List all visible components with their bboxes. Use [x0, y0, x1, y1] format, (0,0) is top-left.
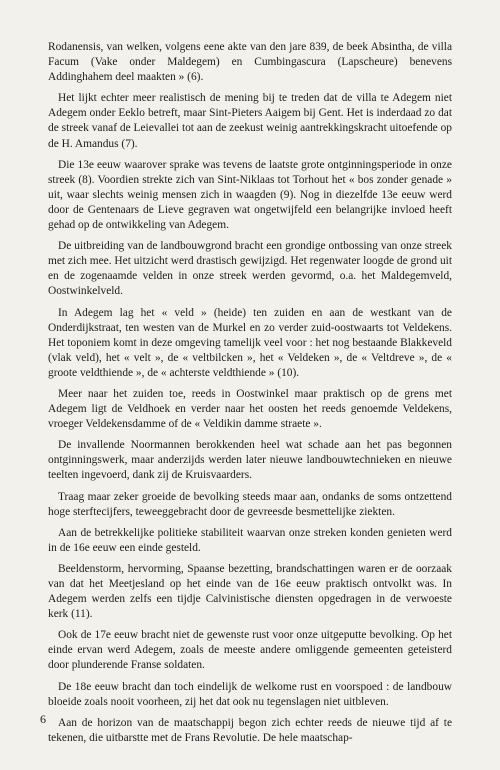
paragraph-10: Beeldenstorm, hervorming, Spaanse bezetting, brandschattingen waren er de oorzaak van dat het Meetjesland op het einde van de 16e eeuw praktisch ontvolkt was. In Adegem werden zelfs een tijdje Calvinistische diensten opgedragen in de verwoeste kerk (11).: [48, 562, 452, 621]
paragraph-7: De invallende Noormannen berokkenden heel wat schade aan het pas begonnen ontginningswerk, maar anderzijds werden later nieuwe landbouwtechnieken en nieuwe teelten ingevoerd, dank zij de Kruisvaarders.: [48, 439, 452, 482]
paragraph-12: De 18e eeuw bracht dan toch eindelijk de welkome rust en voorspoed : de landbouw bloeide zoals nooit voorheen, zij het dat ook nu tegenslagen niet uitbleven.: [48, 680, 452, 708]
paragraph-3: Die 13e eeuw waarover sprake was tevens de laatste grote ontginningsperiode in onze streek (8). Voordien strekte zich van Sint-Niklaas tot Torhout het « bos zonder genade » uit, waar slechts weinig mensen zich in waagden (9). Nog in diezelfde 13e eeuw werd door de Gentenaars de Lieve gegraven wat ongetwijfeld een belangrijke invloed heeft gehad op de ontwikkeling van Adegem.: [48, 158, 452, 232]
page-number: 6: [40, 712, 46, 726]
paragraph-8: Traag maar zeker groeide de bevolking steeds maar aan, ondanks de soms ontzettend hoge sterftecijfers, teweeggebracht door de gevreesde besmettelijke ziekten.: [48, 490, 452, 518]
paragraph-13: Aan de horizon van de maatschappij begon zich echter reeds de nieuwe tijd af te tekenen, die uitbarstte met de Frans Revolutie. De hele maatschap-: [48, 716, 452, 744]
paragraph-11: Ook de 17e eeuw bracht niet de gewenste rust voor onze uitgeputte bevolking. Op het einde ervan werd Adegem, zoals de meeste andere omliggende gemeenten geteisterd door plunderende Franse soldaten.: [48, 629, 452, 672]
paragraph-6: Meer naar het zuiden toe, reeds in Oostwinkel maar praktisch op de grens met Adegem ligt de Veldhoek en verder naar het oosten het reeds genoemde Veldekens, vroeger Veldekensdamme of de « Veldikin damme straete ».: [48, 387, 452, 431]
paragraph-9: Aan de betrekkelijke politieke stabiliteit waarvan onze streken konden genieten werd in de 16e eeuw een einde gesteld.: [48, 526, 452, 554]
paragraph-5: In Adegem lag het « veld » (heide) ten zuiden en aan de westkant van de Onderdijkstraat, ten westen van de Murkel en zo verder zuid-oostwaarts tot Veldekens. Het toponiem komt in deze omgeving tamelijk veel voor : het nog bestaande Blakkeveld (vlak veld), het « velt », de « veltbilcken », het « Veldeken », de « Veltdreve », de « groote veldthiende », de « achterste veldthiende » (10).: [48, 306, 452, 379]
paragraph-2: Het lijkt echter meer realistisch de mening bij te treden dat de villa te Adegem niet Adegem onder Eeklo betreft, maar Sint-Pieters Aaigem bij Gent. Het is inderdaad zo dat de streek vanaf de Leievallei tot aan de zeekust weinig aantrekkingskracht uitoefende op de H. Amandus (7).: [48, 92, 452, 150]
paragraph-4: De uitbreiding van de landbouwgrond bracht een grondige ontbossing van onze streek met zich mee. Het uitzicht werd drastisch gewijzigd. Het regenwater loogde de grond uit en de zogenaamde velden in onze streek werden gevormd, o.a. het Maldegemveld, Oostwinkelveld.: [48, 240, 452, 298]
paragraph-1: Rodanensis, van welken, volgens eene akte van den jare 839, de beek Absintha, de villa Facum (Vake onder Maldegem) en Cumbingascura (Lapscheure) benevens Addinghahem deel maakten » (6).: [48, 41, 452, 84]
